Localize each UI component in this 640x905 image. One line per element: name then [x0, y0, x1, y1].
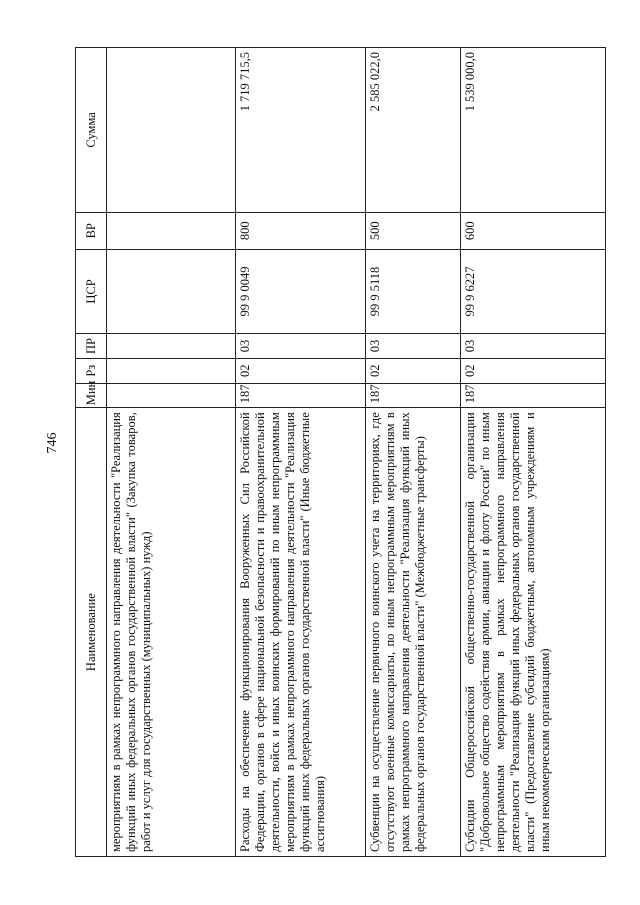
row-min: 187	[236, 383, 366, 408]
row-name: Субсидии Общероссийской общественно-государственной организации "Добровольное общество содействия армии, авиации и флоту России" по иным непрограммным мероприятиям в рамках непрограммного направления деятельности "Реализация функций иных федеральных органов государственной власти" (Предоставление субсидий бюджетным, автономным учреждениям и иным некоммерческим организациям)	[461, 408, 606, 857]
table-row	[236, 48, 366, 857]
header-sum: Сумма	[76, 48, 107, 213]
table-row	[107, 48, 236, 857]
row-min	[107, 383, 236, 408]
row-sum	[107, 48, 236, 213]
row-csr: 99 9 5118	[366, 249, 461, 333]
row-sum: 2 585 022,0	[366, 48, 461, 213]
header-rz: Рз	[76, 358, 107, 383]
row-rz: 02	[461, 358, 606, 383]
row-sum: 1 539 000,0	[461, 48, 606, 213]
row-min: 187	[366, 383, 461, 408]
header-csr: ЦСР	[76, 249, 107, 333]
row-rz	[107, 358, 236, 383]
page-number: 746	[45, 432, 60, 454]
row-name: мероприятиям в рамках непрограммного направления деятельности "Реализация функций иных федеральных органов государственной власти" (Закупка товаров, работ и услуг для государственных (муниципальных) нужд)	[107, 408, 236, 857]
row-vr: 600	[461, 212, 606, 249]
row-pr	[107, 334, 236, 359]
row-rz: 02	[236, 358, 366, 383]
row-csr: 99 9 0049	[236, 249, 366, 333]
header-min: Мин	[76, 383, 107, 408]
table-row	[366, 48, 461, 857]
table-row	[461, 48, 606, 857]
table-header-row	[76, 48, 107, 857]
row-vr: 800	[236, 212, 366, 249]
row-vr: 500	[366, 212, 461, 249]
row-pr: 03	[236, 334, 366, 359]
row-pr: 03	[366, 334, 461, 359]
row-rz: 02	[366, 358, 461, 383]
row-csr: 99 9 6227	[461, 249, 606, 333]
rotated-page-content	[75, 47, 560, 857]
row-pr: 03	[461, 334, 606, 359]
row-csr	[107, 249, 236, 333]
header-pr: ПР	[76, 334, 107, 359]
row-vr	[107, 212, 236, 249]
row-sum: 1 719 715,5	[236, 48, 366, 213]
row-min: 187	[461, 383, 606, 408]
header-vr: ВР	[76, 212, 107, 249]
row-name: Расходы на обеспечение функционирования Вооруженных Сил Российской Федерации, органов в сфере национальной безопасности и правоохранительной деятельности, войск и иных воинских формирований по иным непрограммным мероприятиям в рамках непрограммного направления деятельности "Реализация функций иных федеральных органов государственной власти" (Иные бюджетные ассигнования)	[236, 408, 366, 857]
row-name: Субвенции на осуществление первичного воинского учета на территориях, где отсутствуют военные комиссариаты, по иным непрограммным мероприятиям в рамках непрограммного направления деятельности "Реализация функций иных федеральных органов государственной власти" (Межбюджетные трансферты)	[366, 408, 461, 857]
header-name: Наименование	[76, 408, 107, 857]
budget-table	[75, 47, 606, 857]
